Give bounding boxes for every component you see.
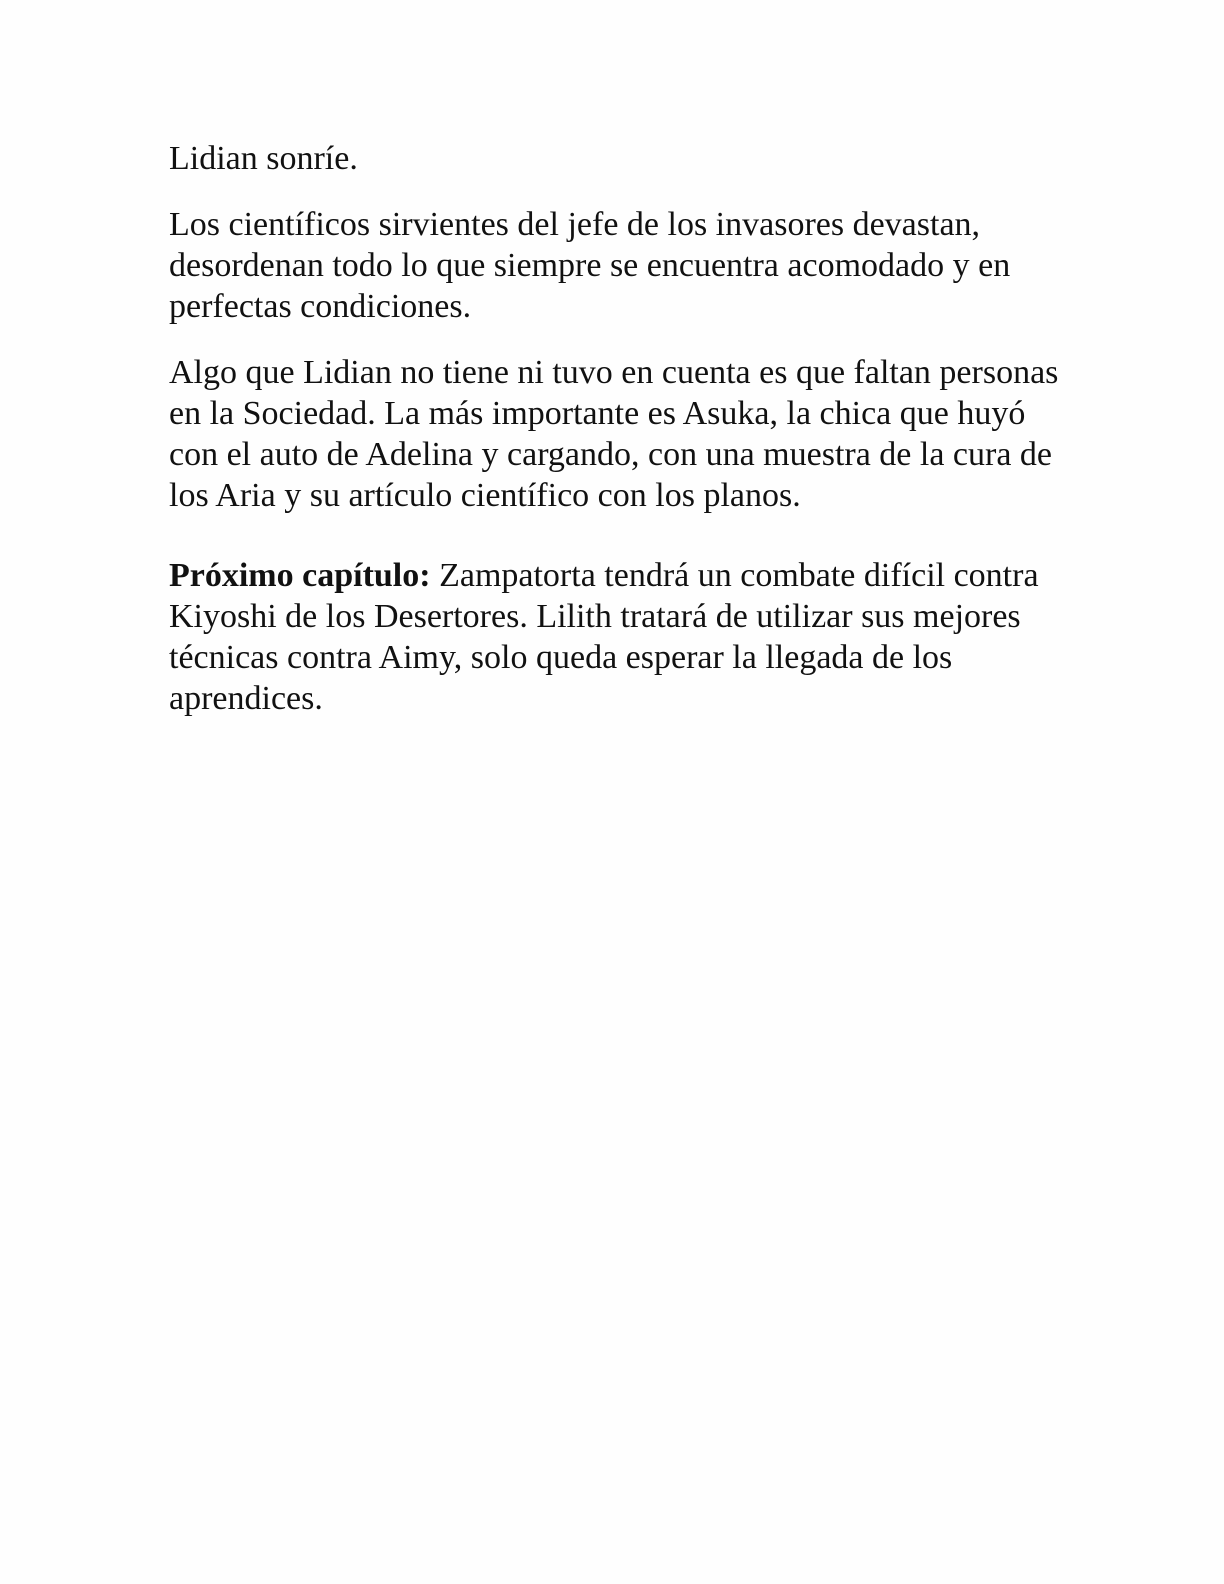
document-body xyxy=(169,138,1059,719)
paragraph: Algo que Lidian no tiene ni tuvo en cuenta es que faltan personas en la Sociedad. La más importante es Asuka, la chica que huyó con el auto de Adelina y cargando, con una muestra de la cura de los Aria y su artículo científico con los planos. xyxy=(169,354,1059,514)
paragraph: Los científicos sirvientes del jefe de los invasores devastan, desordenan todo lo que siempre se encuentra acomodado y en perfectas condiciones. xyxy=(169,206,1011,325)
next-chapter-text: Zampatorta tendrá un combate difícil contra Kiyoshi de los Desertores. Lilith tratará de utilizar sus mejores técnicas contra Aimy, solo queda esperar la llegada de los aprendices. xyxy=(169,557,1039,717)
next-chapter-paragraph xyxy=(169,555,1059,719)
next-chapter-label: Próximo capítulo: xyxy=(169,557,431,594)
paragraph: Lidian sonríe. xyxy=(169,140,358,177)
